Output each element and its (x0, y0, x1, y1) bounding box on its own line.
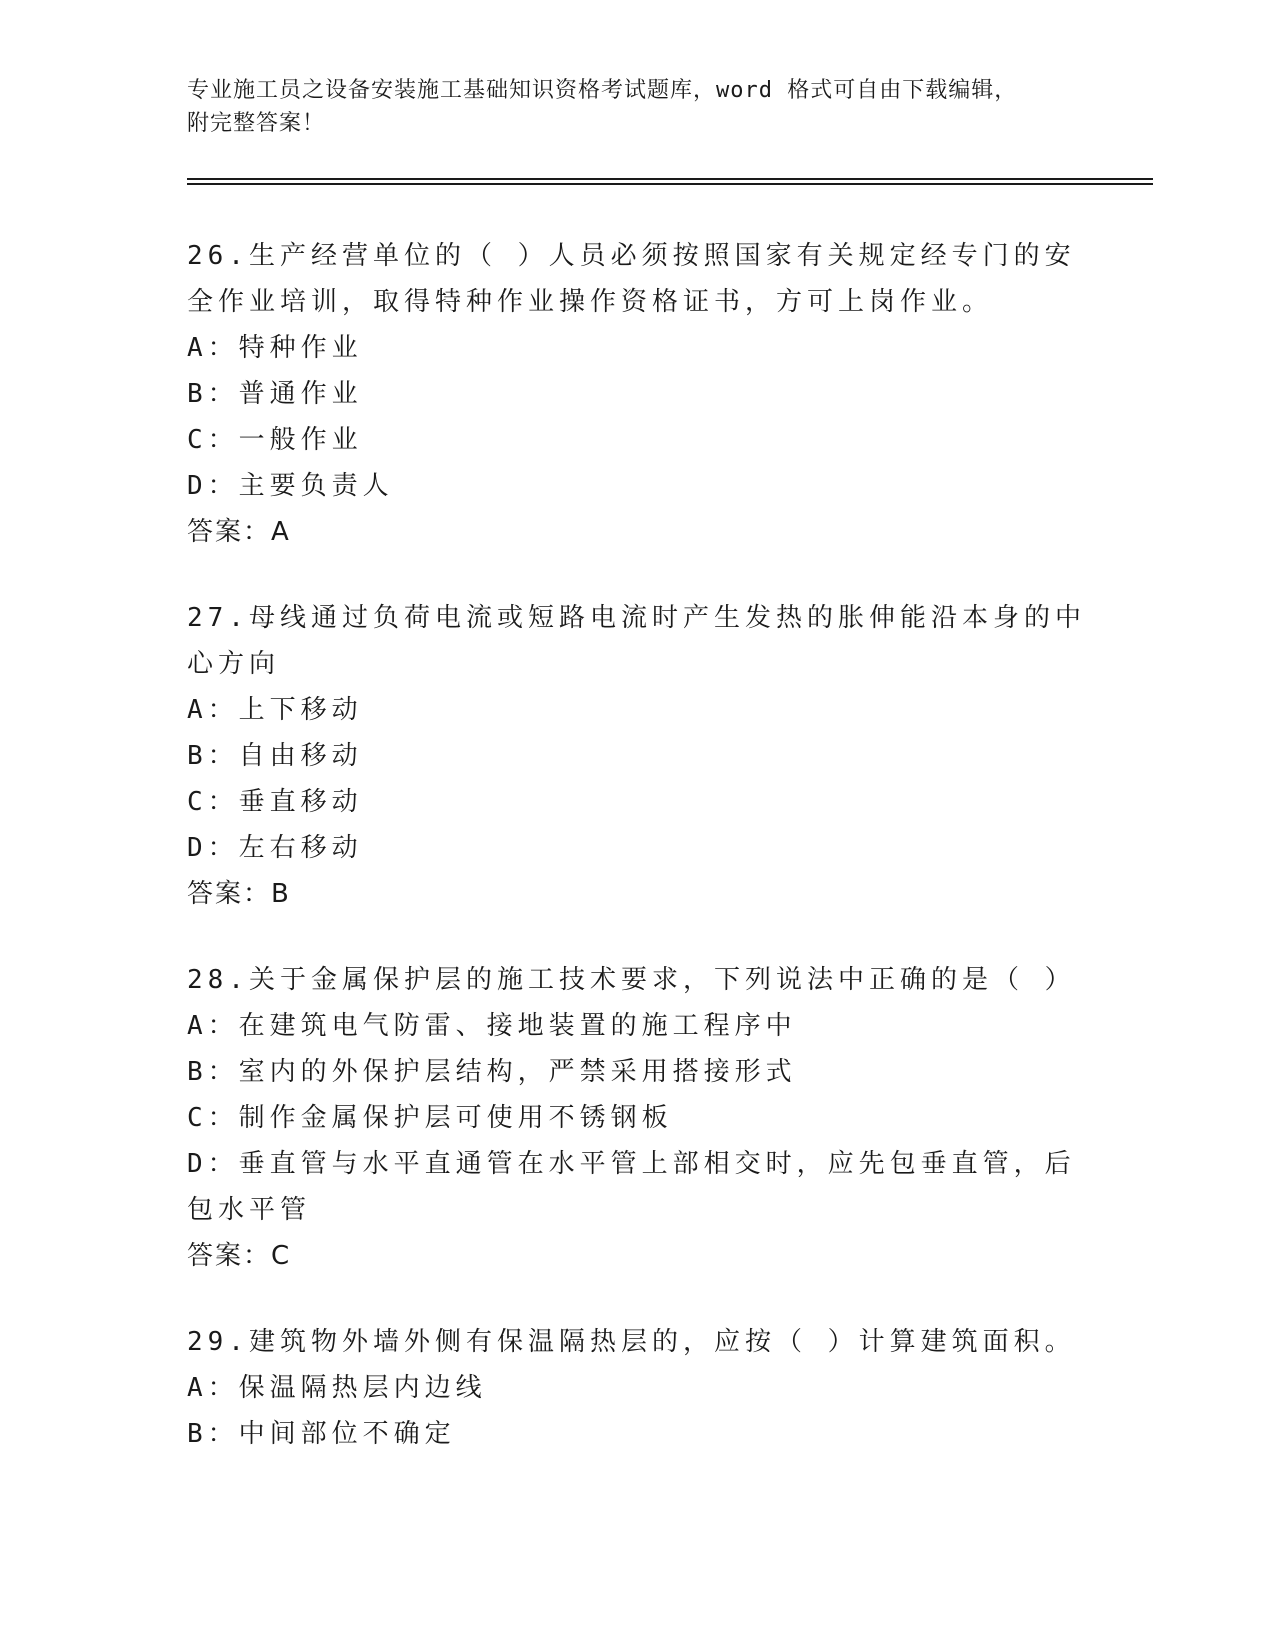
option-a: A：特种作业 (187, 333, 363, 363)
answer: 答案：C (187, 1241, 292, 1271)
header-divider-top (187, 178, 1153, 180)
option-d: D：主要负责人 (187, 471, 394, 501)
header-line-1: 专业施工员之设备安装施工基础知识资格考试题库，word 格式可自由下载编辑， (187, 78, 1018, 103)
question-text: 28.关于金属保护层的施工技术要求，下列说法中正确的是（ ） (187, 965, 1076, 995)
option-a: A：上下移动 (187, 695, 363, 725)
header-divider-bottom (187, 183, 1153, 185)
question-list (187, 233, 1087, 1497)
option-b: B：室内的外保护层结构，严禁采用搭接形式 (187, 1057, 797, 1087)
option-a: A：保温隔热层内边线 (187, 1373, 487, 1403)
option-a: A：在建筑电气防雷、接地装置的施工程序中 (187, 1011, 797, 1041)
question-text: 27.母线通过负荷电流或短路电流时产生发热的胀伸能沿本身的中心方向 (187, 603, 1086, 679)
option-c: C：制作金属保护层可使用不锈钢板 (187, 1103, 673, 1133)
option-b: B：普通作业 (187, 379, 363, 409)
answer: 答案：A (187, 517, 291, 547)
option-c: C：一般作业 (187, 425, 363, 455)
document-header (187, 74, 1067, 140)
question-28 (187, 957, 1087, 1279)
question-27 (187, 595, 1087, 917)
question-text: 26.生产经营单位的（ ）人员必须按照国家有关规定经专门的安全作业培训，取得特种作业操作资格证书，方可上岗作业。 (187, 241, 1076, 317)
option-d: D：左右移动 (187, 833, 363, 863)
question-29 (187, 1319, 1087, 1457)
header-line-2: 附完整答案！ (187, 111, 326, 136)
option-b: B：自由移动 (187, 741, 363, 771)
option-c: C：垂直移动 (187, 787, 363, 817)
question-26 (187, 233, 1087, 555)
question-text: 29.建筑物外墙外侧有保温隔热层的，应按（ ）计算建筑面积。 (187, 1327, 1076, 1357)
option-b: B：中间部位不确定 (187, 1419, 456, 1449)
option-d: D：垂直管与水平直通管在水平管上部相交时，应先包垂直管，后包水平管 (187, 1149, 1076, 1225)
answer: 答案：B (187, 879, 291, 909)
